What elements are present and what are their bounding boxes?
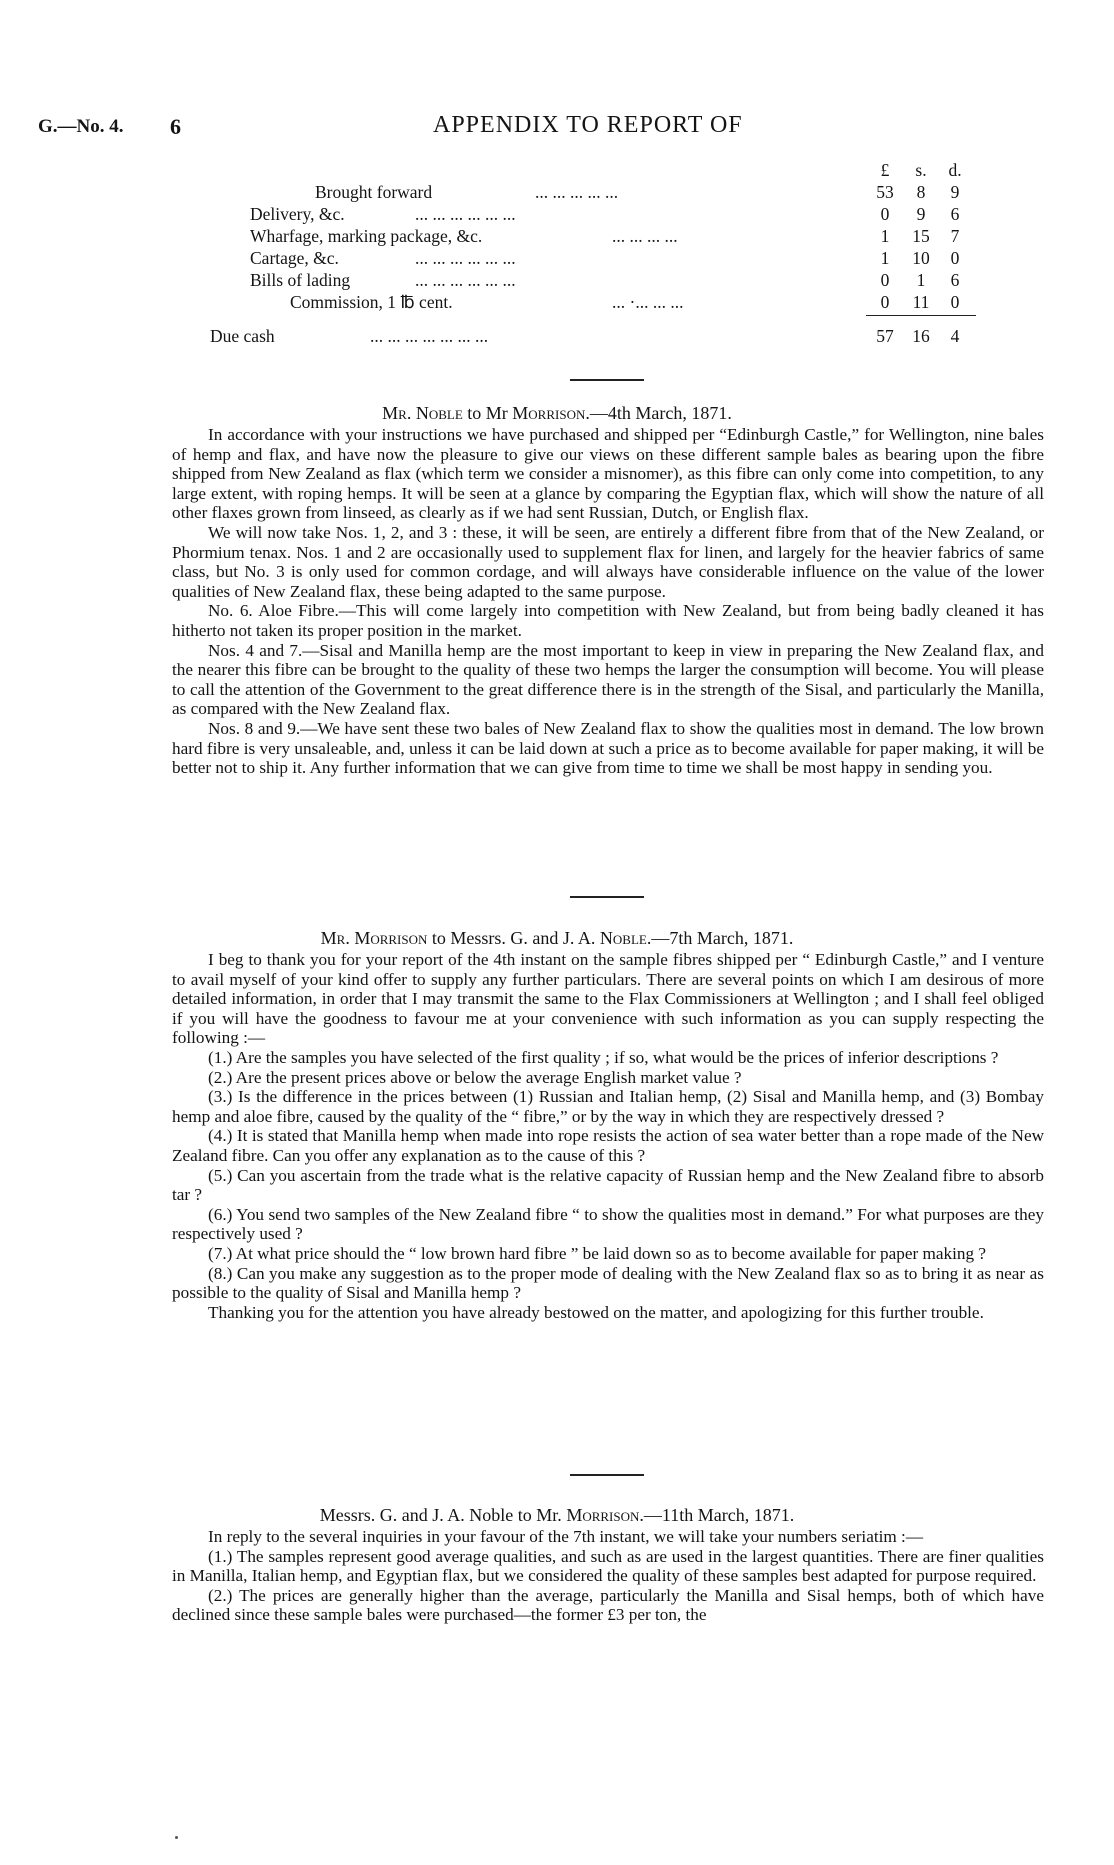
letter-body (172, 425, 1044, 778)
letter-heading (0, 403, 1114, 424)
paragraph: No. 6. Aloe Fibre.—This will come largely into competition with New Zealand, but from being badly cleaned it has hitherto not taken its proper position in the market. (172, 601, 1044, 640)
paragraph: (1.) The samples represent good average qualities, and such as are used in the largest quantities. There are finer qualities in Manilla, Italian hemp, and Egyptian flax, but we considered the quality of these samples best adapted for purpose required. (172, 1546, 1044, 1586)
shillings-value: 8 (916, 182, 926, 202)
account-row (250, 204, 978, 226)
pence-value: 0 (950, 292, 960, 312)
leader-dots: ... ... ... ... ... ... (415, 270, 516, 290)
letter-sender: Mr. Noble (382, 403, 463, 423)
page-number: 6 (170, 114, 181, 139)
paragraph: (7.) At what price should the “ low brown hard fibre ” be laid down so as to become available for paper making ? (208, 1243, 986, 1263)
account-label: Wharfage, marking package, &c. (250, 226, 483, 246)
account-label: Brought forward (315, 182, 433, 202)
pounds-value: 0 (880, 204, 890, 224)
page-title: APPENDIX TO REPORT OF (433, 112, 743, 138)
pounds-value: 1 (880, 226, 890, 246)
account-row (250, 270, 978, 292)
shillings-value: 10 (912, 248, 930, 268)
leader-dots: ... ... ... ... (612, 226, 678, 246)
leader-dots: ... ... ... ... ... ... (415, 204, 516, 224)
shillings-value: 15 (912, 226, 930, 246)
paragraph: In accordance with your instructions we have purchased and shipped per “Edinburgh Castle,” for Wellington, nine bales of hemp and flax, and have now the pleasure to give our views on these different sample bales as bearing upon the fibre shipped from New Zealand as flax (which term we consider a misnomer), as this fibre can only come into competition, to any large extent, with roping hemps. It will be seen at a glance by comparing the Egyptian flax, which will show the nature of all other flaxes grown from linseed, as clearly as if we had sent Russian, Dutch, or English flax. (172, 425, 1044, 523)
pounds-header: £ (880, 160, 890, 180)
pounds-value: 53 (876, 182, 894, 202)
account-column-headers (250, 160, 978, 182)
letter-sender: Mr. Morrison (320, 928, 428, 948)
letter-heading (0, 1505, 1114, 1526)
paragraph: (3.) Is the difference in the prices between (1) Russian and Italian hemp, (2) Sisal and Manilla hemp, and (3) Bombay hemp and aloe fibre, caused by the quality of the “ fibre,” or by the way in which they are respectively dressed ? (172, 1087, 1044, 1126)
paragraph: (1.) Are the samples you have selected of the first quality ; if so, what would be the prices of inferior descriptions ? (208, 1047, 999, 1067)
account-label: Bills of lading (250, 270, 351, 290)
stray-mark (175, 1836, 178, 1839)
paragraph: I beg to thank you for your report of the 4th instant on the sample fibres shipped per “ Edinburgh Castle,” and I venture to avail myself of your kind offer to supply any further particulars. There are several points on which I am desirous of more detailed information, in order that I may transmit the same to the Flax Commissioners at Wellington ; and I shall feel obliged if you will have the goodness to favour me at your convenience with such information as you can supply respecting the following :— (172, 950, 1044, 1048)
letter-sender: Messrs. G. and J. A. Noble (319, 1505, 514, 1525)
paragraph: Nos. 8 and 9.—We have sent these two bales of New Zealand flax to show the qualities most in demand. The low brown hard fibre is very unsaleable, and, unless it can be laid down at such a price as to become available for paper making, it will be better not to ship it. Any further information that we can give from time to time we shall be most happy in sending you. (172, 718, 1044, 778)
pence-value: 0 (950, 248, 960, 268)
paragraph: (2.) The prices are generally higher than the average, particularly the Manilla and Sisal hemps, both of which have declined since these sample bales were purchased—the former £3 per ton, the (172, 1585, 1044, 1625)
letter-connector: to Mr (467, 403, 508, 423)
pounds-value: 57 (876, 326, 894, 346)
pence-value: 9 (950, 182, 960, 202)
letter-recipient: Morrison. (512, 403, 590, 423)
shillings-value: 1 (916, 270, 926, 290)
letter-recipient: Noble. (599, 928, 652, 948)
pounds-value: 0 (880, 292, 890, 312)
leader-dots: ... ... ... ... ... ... (415, 248, 516, 268)
leader-dots: ... ·... ... ... (612, 292, 684, 312)
account-row (250, 248, 978, 270)
document-reference: G.—No. 4. (38, 116, 124, 137)
letter-date: —11th March, 1871. (643, 1505, 795, 1525)
shillings-value: 16 (912, 326, 930, 346)
shillings-header: s. (915, 160, 927, 180)
total-rule (866, 315, 976, 316)
pence-value: 6 (950, 270, 960, 290)
section-divider (570, 896, 644, 898)
paragraph: (8.) Can you make any suggestion as to the proper mode of dealing with the New Zealand flax so as to bring it as near as possible to the quality of Sisal and Manilla hemp ? (172, 1263, 1044, 1303)
letter-date: —7th March, 1871. (651, 928, 794, 948)
paragraph: (5.) Can you ascertain from the trade what is the relative capacity of Russian hemp and the New Zealand fibre to absorb tar ? (172, 1165, 1044, 1205)
account-label: Cartage, &c. (250, 248, 339, 268)
account-label: Due cash (210, 326, 275, 346)
letter-heading (0, 928, 1114, 949)
shillings-value: 9 (916, 204, 926, 224)
paragraph: Thanking you for the attention you have already bestowed on the matter, and apologizing for this further trouble. (208, 1302, 984, 1322)
shillings-value: 11 (912, 292, 930, 312)
paragraph: (4.) It is stated that Manilla hemp when made into rope resists the action of sea water better than a rope made of the New Zealand fibre. Can you offer any explanation as to the cause of this ? (172, 1126, 1044, 1165)
letter-connector: to Messrs. G. and J. A. (431, 928, 596, 948)
letter-body (172, 1527, 1044, 1625)
paragraph: (2.) Are the present prices above or below the average English market value ? (208, 1067, 742, 1087)
account-row-total (210, 326, 978, 348)
pence-value: 6 (950, 204, 960, 224)
paragraph: (6.) You send two samples of the New Zealand fibre “ to show the qualities most in demand.” For what purposes are they respectively used ? (172, 1204, 1044, 1244)
section-divider (570, 1474, 644, 1476)
paragraph: In reply to the several inquiries in your favour of the 7th instant, we will take your numbers seriatim :— (208, 1527, 924, 1546)
pounds-value: 0 (880, 270, 890, 290)
account-row (250, 182, 978, 204)
account-label: Delivery, &c. (250, 204, 345, 224)
letter-recipient: Morrison. (566, 1505, 644, 1525)
paragraph: Nos. 4 and 7.—Sisal and Manilla hemp are the most important to keep in view in preparing the New Zealand flax, and the nearer this fibre can be brought to the quality of these two hemps the larger the consumption will become. You will please to call the attention of the Government to the great difference there is in the strength of the Sisal, and particularly the Manilla, as compared with the New Zealand flax. (172, 640, 1044, 719)
pounds-value: 1 (880, 248, 890, 268)
account-label: Commission, 1 ℔ cent. (290, 292, 453, 312)
pence-header: d. (948, 160, 962, 180)
letter-body (172, 950, 1044, 1322)
leader-dots: ... ... ... ... ... ... ... (370, 326, 489, 346)
account-row (250, 292, 978, 314)
pence-value: 7 (950, 226, 960, 246)
account-row (250, 226, 978, 248)
section-divider (570, 379, 644, 381)
paragraph: We will now take Nos. 1, 2, and 3 : these, it will be seen, are entirely a different fibre from that of the New Zealand, or Phormium tenax. Nos. 1 and 2 are occasionally used to supplement flax for linen, and largely for the heavier fabrics of same class, but No. 3 is only used for common cordage, and will always have considerable influence on the value of the lower qualities of New Zealand flax, these being adapted to the same purpose. (172, 522, 1044, 601)
leader-dots: ... ... ... ... ... (535, 182, 619, 202)
pence-value: 4 (950, 326, 960, 346)
letter-connector: to Mr. (517, 1505, 562, 1525)
letter-date: —4th March, 1871. (589, 403, 732, 423)
